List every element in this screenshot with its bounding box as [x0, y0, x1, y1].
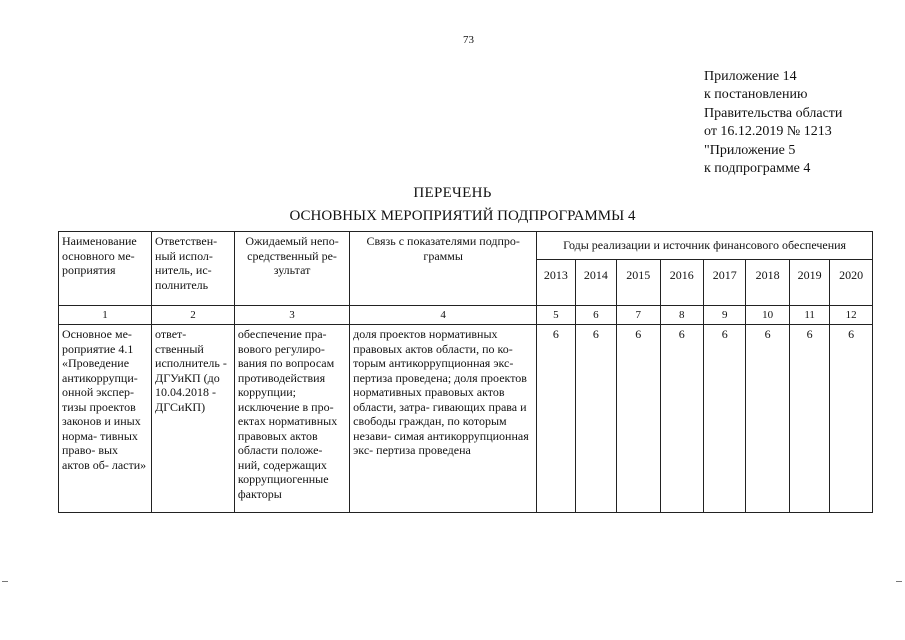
column-number: 2	[152, 305, 235, 325]
column-number: 8	[660, 305, 703, 325]
appendix-line: от 16.12.2019 № 1213	[704, 124, 832, 140]
appendix-line: к подпрограмме 4	[704, 161, 811, 177]
year-cell: 2017	[703, 259, 745, 305]
column-number: 11	[789, 305, 829, 325]
year-cell: 2015	[617, 259, 660, 305]
value-cell: 6	[537, 325, 575, 513]
header-executor: Ответствен- ный испол- нитель, ис- полнитель	[152, 232, 235, 306]
scan-mark-left	[2, 581, 8, 582]
appendix-line: к постановлению	[704, 87, 808, 103]
expected-result-cell: обеспечение пра- вового регулиро- вания по вопросам противодействия коррупции; исключение в про- ектах нормативных правовых актов области положе- ний, содержащих коррупциогенные факторы	[234, 325, 349, 513]
table-row	[59, 325, 873, 513]
value-cell: 6	[830, 325, 873, 513]
header-expected-result: Ожидаемый непо- средственный ре- зультат	[234, 232, 349, 306]
value-cell: 6	[617, 325, 660, 513]
header-indicators-link: Связь с показателями подпро- граммы	[350, 232, 537, 306]
value-cell: 6	[746, 325, 789, 513]
column-number: 5	[537, 305, 575, 325]
year-cell: 2020	[830, 259, 873, 305]
appendix-line: Приложение 14	[704, 69, 797, 84]
year-cell: 2013	[537, 259, 575, 305]
header-years-group: Годы реализации и источник финансового обеспечения	[537, 232, 873, 260]
value-cell: 6	[703, 325, 745, 513]
value-cell: 6	[575, 325, 616, 513]
year-cell: 2019	[789, 259, 829, 305]
document-title: ПЕРЕЧЕНЬ	[413, 185, 492, 201]
scan-mark-right	[896, 581, 902, 582]
column-number: 12	[830, 305, 873, 325]
column-number: 9	[703, 305, 745, 325]
appendix-line: "Приложение 5	[704, 142, 796, 158]
header-row	[59, 232, 873, 260]
appendix-note	[704, 68, 842, 178]
column-number: 4	[350, 305, 537, 325]
value-cell: 6	[660, 325, 703, 513]
executor-cell: ответ- ственный исполнитель - ДГУиКП (до 10.04.2018 - ДГСиКП)	[152, 325, 235, 513]
column-number: 6	[575, 305, 616, 325]
document-subtitle: ОСНОВНЫХ МЕРОПРИЯТИЙ ПОДПРОГРАММЫ 4	[289, 208, 636, 224]
column-number: 10	[746, 305, 789, 325]
indicators-link-cell: доля проектов нормативных правовых актов области, по ко- торым антикоррупционная экс- пертиза проведена; доля проектов нормативных правовых актов области, затра- гивающих права и свободы граждан, по которым незави- симая антикоррупционная экс- пертиза проведена	[350, 325, 537, 513]
column-numbers-row	[59, 305, 873, 325]
year-cell: 2018	[746, 259, 789, 305]
measures-table	[58, 231, 873, 513]
year-cell: 2016	[660, 259, 703, 305]
column-number: 7	[617, 305, 660, 325]
page-number: 73	[463, 34, 474, 46]
year-cell: 2014	[575, 259, 616, 305]
column-number: 3	[234, 305, 349, 325]
column-number: 1	[59, 305, 152, 325]
value-cell: 6	[789, 325, 829, 513]
header-measure-name: Наименование основного ме- роприятия	[59, 232, 152, 306]
appendix-line: Правительства области	[704, 105, 843, 121]
measure-name-cell: Основное ме- роприятие 4.1 «Проведение антикоррупци- онной экспер- тизы проектов законов и иных норма- тивных право- вых актов об- ласти»	[59, 325, 152, 513]
